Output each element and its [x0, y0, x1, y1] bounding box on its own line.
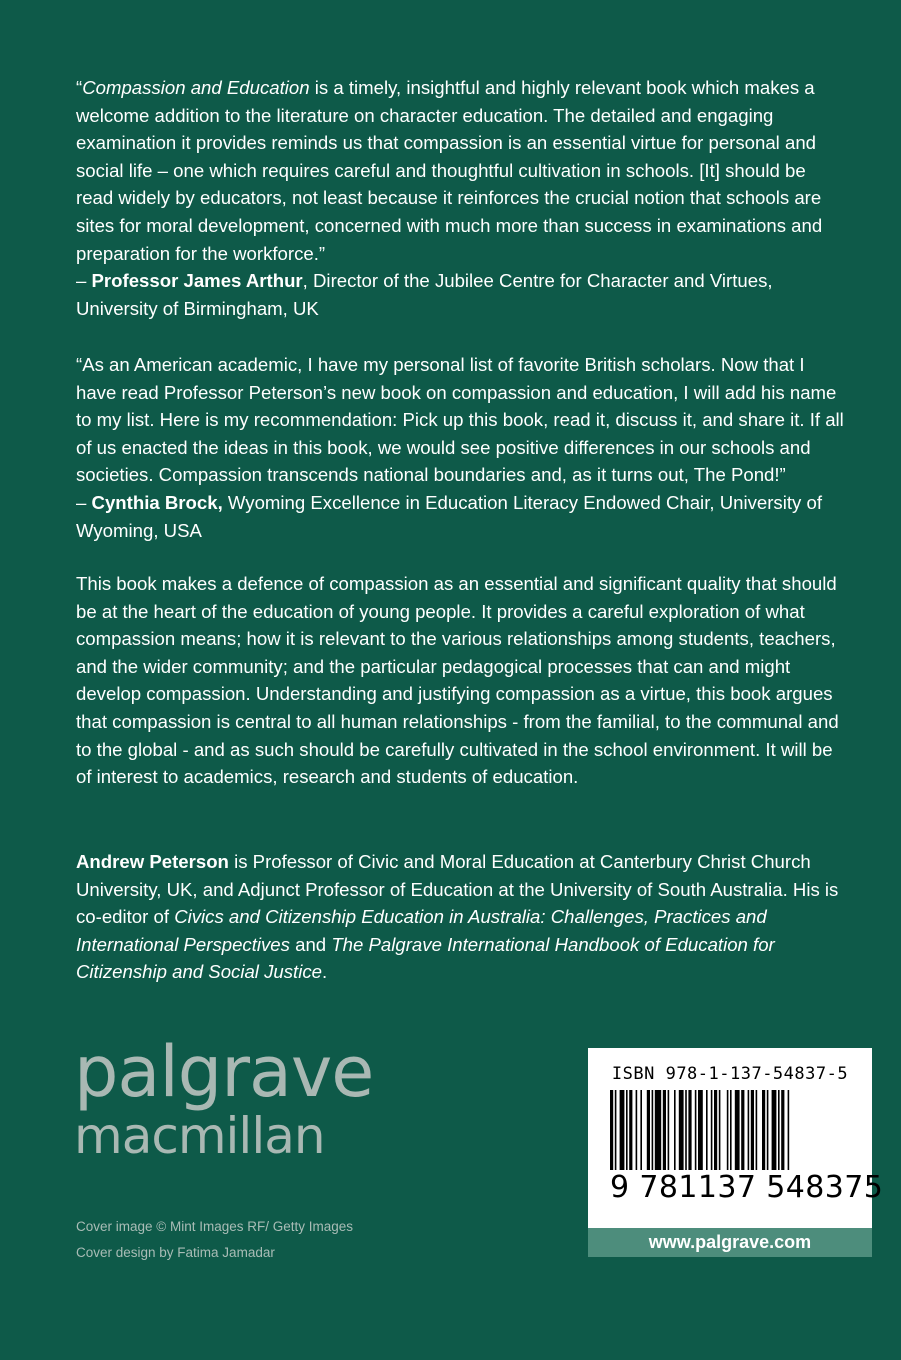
quote-author: Professor James Arthur — [91, 270, 303, 292]
cover-image-credit: Cover image © Mint Images RF/ Getty Images — [76, 1219, 354, 1234]
logo-macmillan: macmillan — [74, 1107, 325, 1165]
barcode-bar — [629, 1090, 632, 1170]
barcode-bar — [679, 1090, 684, 1170]
attribution-dash: – — [76, 270, 92, 292]
barcode-bar — [698, 1090, 703, 1170]
barcode-bar — [615, 1090, 617, 1170]
barcode-bar — [719, 1090, 721, 1170]
barcode-bar — [714, 1090, 717, 1170]
barcode-bar — [735, 1090, 740, 1170]
barcode-bar — [640, 1090, 642, 1170]
barcode-bar — [688, 1090, 691, 1170]
barcode-bar — [772, 1090, 777, 1170]
barcode-bar — [626, 1090, 628, 1170]
barcode-digits: 9 781137 548375 — [610, 1170, 884, 1205]
barcode-bar — [674, 1090, 676, 1170]
barcode-bar — [730, 1090, 732, 1170]
quote-brock — [76, 351, 846, 544]
barcode-bar — [751, 1090, 754, 1170]
cover-design-credit: Cover design by Fatima Jamadar — [76, 1245, 275, 1260]
barcode-bar — [748, 1090, 750, 1170]
barcode-bar — [706, 1090, 708, 1170]
quote-author: Cynthia Brock, — [91, 491, 223, 513]
logo-palgrave: palgrave — [74, 1031, 374, 1113]
quote-open-mark: “ — [76, 77, 83, 98]
book-description — [76, 570, 846, 791]
barcode-bar — [695, 1090, 697, 1170]
barcode-bar — [778, 1090, 780, 1170]
author-bio — [76, 848, 846, 986]
bio-text: and — [289, 933, 332, 955]
cover-credits — [76, 1214, 353, 1266]
quote-affiliation: , Director of the Jubilee Centre for Character and Virtues, University of Birmingham, UK — [76, 270, 773, 319]
isbn-label: ISBN 978-1-137-54837-5 — [611, 1064, 849, 1084]
barcode-bar — [756, 1090, 758, 1170]
description-text: This book makes a defence of compassion as an essential and significant quality that should be at the heart of the education of young people. It provides a careful exploration of what compassion means; how it is relevant to the various relationships among students, teachers, and the wider community; and the particular pedagogical processes that can and might develop compassion. Understanding and justifying compassion as a virtue, this book argues that compassion is central to all human relationships - from the familial, to the communal and to the global - and as such should be carefully cultivated in the school environment. It will be of interest to academics, research and students of education. — [76, 573, 839, 788]
barcode-bar — [727, 1090, 729, 1170]
barcode-bar — [685, 1090, 687, 1170]
author-name: Andrew Peterson — [76, 851, 229, 872]
barcode-bar — [636, 1090, 638, 1170]
barcode-bar — [668, 1090, 670, 1170]
book-title: Compassion and Education — [82, 77, 310, 98]
barcode-bar — [788, 1090, 790, 1170]
quote-text: is a timely, insightful and highly relevant book which makes a welcome addition to the literature on character education. The detailed and engaging examination it provides reminds us that compassion is an essential virtue for personal and social life – one which requires careful and thoughtful cultivation in schools. [It] should be read widely by educators, not least because it reinforces the crucial notion that schools are sites for moral development, concerned with much more than success in examinations and preparation for the workforce.” — [76, 77, 823, 264]
barcode-bar — [762, 1090, 765, 1170]
quote-arthur — [76, 74, 846, 322]
author-bio-text — [76, 848, 846, 986]
barcode-bar — [610, 1090, 613, 1170]
quote-attribution — [76, 489, 846, 544]
barcode-bar — [741, 1090, 744, 1170]
bio-text: . — [321, 961, 328, 983]
book-title: The Palgrave International Handbook of Education for Citizenship and Social Justice — [76, 933, 775, 983]
quote-brock-body: “As an American academic, I have my personal list of favorite British scholars. Now that I have read Professor Peterson’s new book on compassion and education, I will add his name to my list. Here is my recommendation: Pick up this book, read it, discuss it, and share it. If all of us enacted the ideas in this book, we would see positive differences in our schools and societies. Compassion transcends national boundaries and, as it turns out, The Pond!” — [76, 354, 844, 486]
attribution-dash: – — [76, 491, 92, 513]
publisher-website[interactable]: www.palgrave.com — [588, 1228, 872, 1257]
quote-attribution — [76, 267, 846, 322]
barcode-bar — [647, 1090, 650, 1170]
barcode-bar — [767, 1090, 769, 1170]
isbn-barcode — [588, 1048, 884, 1228]
barcode-bar — [655, 1090, 661, 1170]
quote-affiliation: Wyoming Excellence in Education Literacy Endowed Chair, University of Wyoming, USA — [76, 491, 822, 541]
barcode-bar — [620, 1090, 625, 1170]
barcode-bar — [652, 1090, 654, 1170]
barcode-bar — [663, 1090, 666, 1170]
barcode-bars — [610, 1090, 850, 1170]
barcode-bar — [781, 1090, 784, 1170]
quote-arthur-body — [76, 74, 846, 267]
barcode-bar — [711, 1090, 713, 1170]
book-title: Civics and Citizenship Education in Australia: Challenges, Practices and International Perspectives — [76, 906, 767, 955]
bio-text: is Professor of Civic and Moral Education at Canterbury Christ Church University, UK, and Adjunct Professor of Education at the University of South Australia. His is co-editor of — [76, 851, 839, 928]
